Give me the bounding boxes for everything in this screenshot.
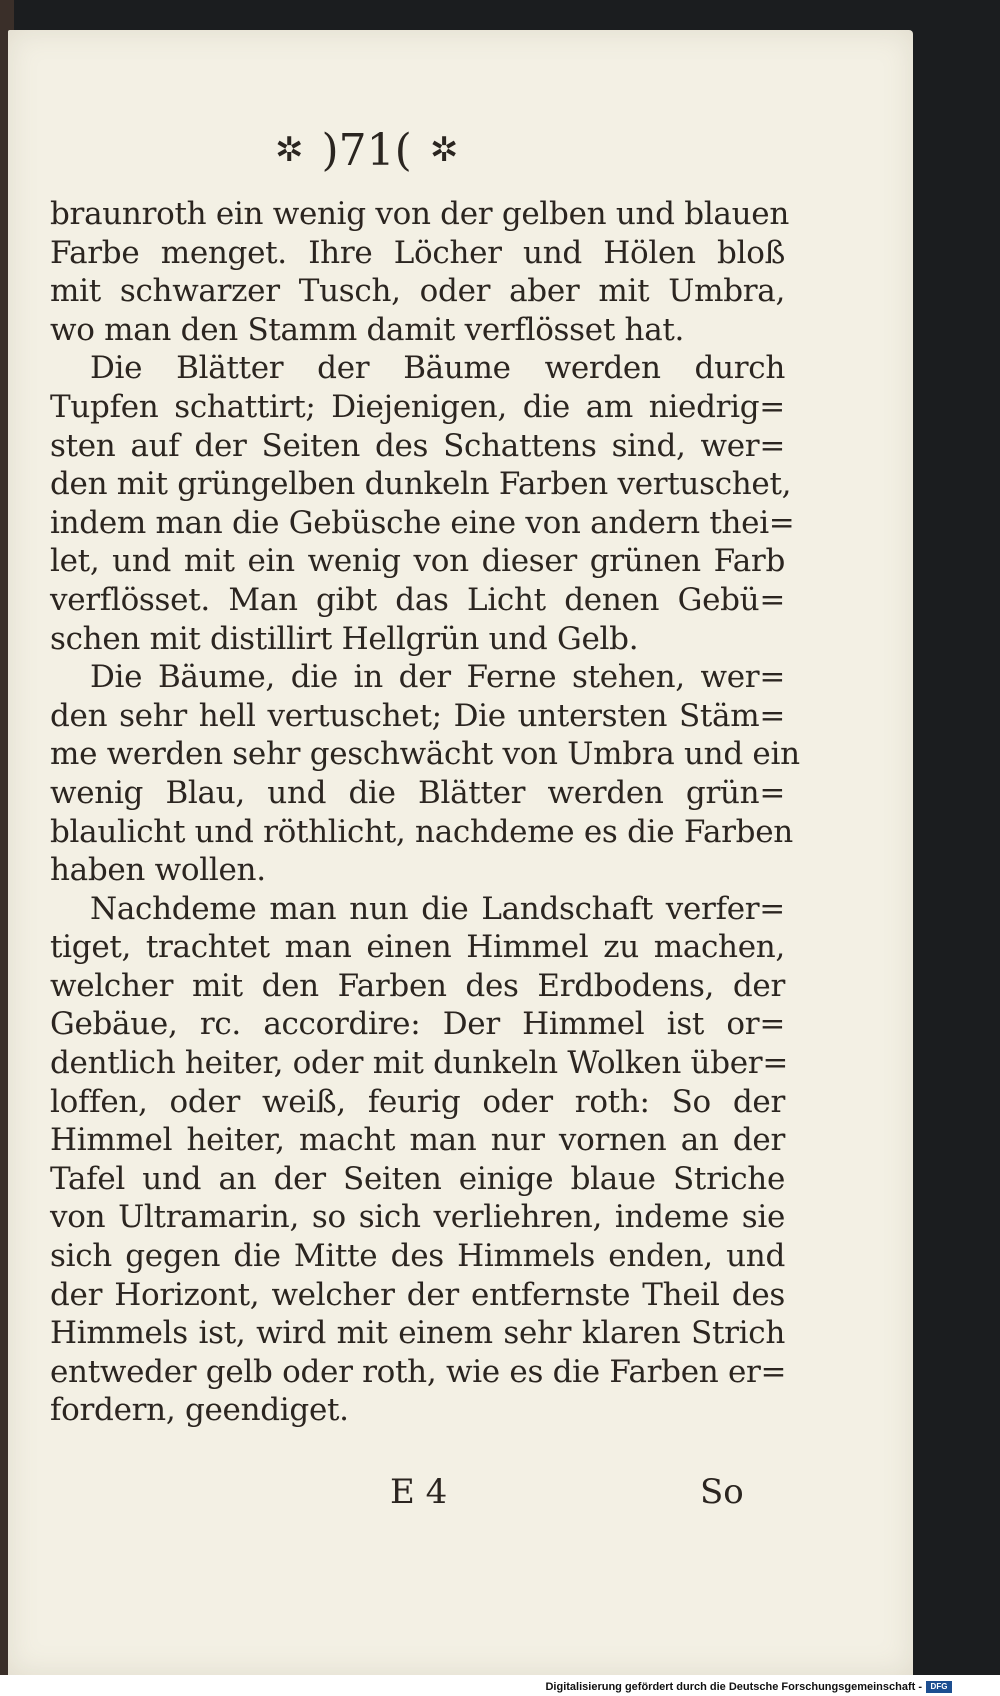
text-line: Himmel heiter, macht man nur vornen an der <box>50 1122 785 1159</box>
text-line: Tafel und an der Seiten einige blaue Striche <box>50 1160 785 1197</box>
text-line: tiget, trachtet man einen Himmel zu machen, <box>50 929 785 966</box>
ornament-right-icon: ✲ <box>429 130 459 170</box>
text-line: blaulicht und röthlicht, nachdeme es die Farben <box>50 813 793 850</box>
body-text <box>50 195 800 1430</box>
text-line: dentlich heiter, oder mit dunkeln Wolken über= <box>50 1045 788 1082</box>
text-line: verflösset. Man gibt das Licht denen Gebü= <box>50 581 785 618</box>
text-line: von Ultramarin, so sich verliehren, indeme sie <box>50 1199 785 1236</box>
text-line: Farbe menget. Ihre Löcher und Hölen bloß <box>50 234 785 271</box>
credit-text: Digitalisierung gefördert durch die Deutsche Forschungsgemeinschaft - <box>545 1681 922 1693</box>
text-line: Himmels ist, wird mit einem sehr klaren Strich <box>50 1315 785 1352</box>
ornament-left-icon: ✲ <box>275 130 304 170</box>
page-header <box>275 120 575 180</box>
text-line: entweder gelb oder roth, wie es die Farben er= <box>50 1353 787 1390</box>
text-line: den sehr hell vertuschet; Die untersten Stäm= <box>50 697 785 734</box>
text-line: Gebäue, rc. accordire: Der Himmel ist or= <box>50 1006 785 1043</box>
signature-mark: E 4 <box>390 1472 448 1512</box>
text-line: sich gegen die Mitte des Himmels enden, und <box>50 1238 785 1275</box>
text-line: braunroth ein wenig von der gelben und blauen <box>50 196 789 232</box>
catchword: So <box>700 1472 744 1512</box>
text-line: me werden sehr geschwächt von Umbra und ein <box>50 736 800 773</box>
text-line: indem man die Gebüsche eine von andern thei= <box>50 504 795 541</box>
text-line: let, und mit ein wenig von dieser grünen Farb <box>50 543 785 580</box>
text-line: den mit grüngelben dunkeln Farben vertuschet, <box>50 466 792 503</box>
text-line: wenig Blau, und die Blätter werden grün= <box>50 774 785 811</box>
text-line: Nachdeme man nun die Landschaft verfer= <box>90 890 785 927</box>
text-line: schen mit distillirt Hellgrün und Gelb. <box>50 620 639 657</box>
text-line: welcher mit den Farben des Erdbodens, der <box>50 967 785 1004</box>
dfg-logo-icon: DFG <box>926 1681 952 1693</box>
page-number: )71( <box>321 124 412 176</box>
text-line: der Horizont, welcher der entfernste Theil des <box>50 1276 785 1313</box>
digitization-credit <box>545 1679 952 1695</box>
text-line: fordern, geendiget. <box>50 1392 349 1429</box>
text-line: Tupfen schattirt; Diejenigen, die am niedrig= <box>50 388 785 425</box>
text-line: Die Bäume, die in der Ferne stehen, wer= <box>90 659 785 696</box>
text-line: loffen, oder weiß, feurig oder roth: So der <box>50 1083 785 1120</box>
text-line: sten auf der Seiten des Schattens sind, wer= <box>50 427 785 464</box>
text-line: mit schwarzer Tusch, oder aber mit Umbra, <box>50 273 785 310</box>
text-line: haben wollen. <box>50 852 266 889</box>
text-line: Die Blätter der Bäume werden durch <box>90 350 785 387</box>
text-line: wo man den Stamm damit verflösset hat. <box>50 311 685 348</box>
